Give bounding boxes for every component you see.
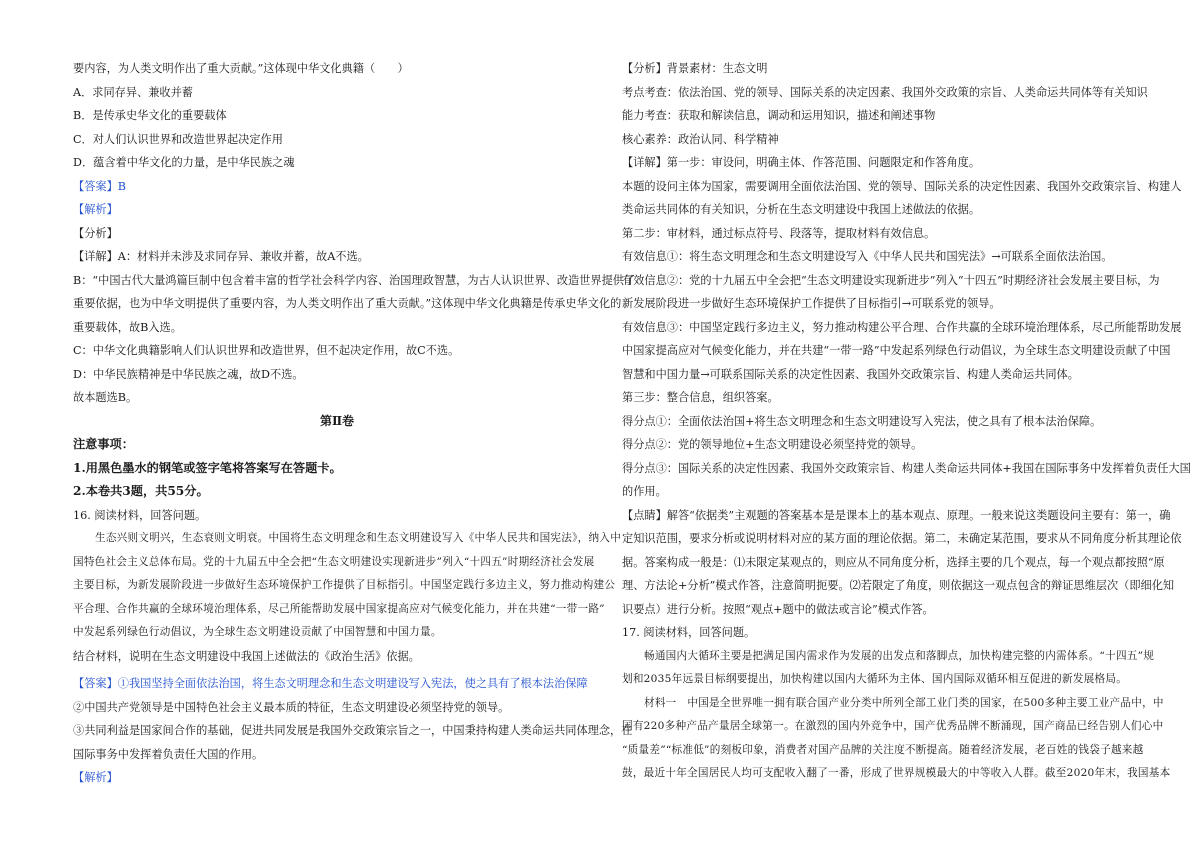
q17-material-line: 鼓，最近十年全国居民人均可支配收入翻了一番，形成了世界规模最大的中等收入人群。截至2020年末，我国基本 — [622, 767, 1171, 779]
q16-answer-line — [73, 672, 601, 696]
q17-material-line: 国有220多种产品产量居全球第一。在激烈的国内外竞争中，国产优秀品牌不断涌现，国产商品已经告别人们心中 — [622, 720, 1164, 732]
q16-stem: 16. 阅读材料，回答问题。 — [73, 508, 207, 522]
q15-stem-tail: 要内容，为人类文明作出了重大贡献。”这体现中华文化典籍（ ） — [73, 62, 409, 75]
detail-line: 有效信息③：中国坚定践行多边主义，努力推动构建公平合理、合作共赢的全球环境治理体系，尽己所能帮助发展 — [622, 320, 1182, 334]
detail-line: D：中华民族精神是中华民族之魂，故D不选。 — [73, 367, 304, 381]
q16-answer-line: ②中国共产党领导是中国特色社会主义最本质的特征，生态文明建设必须坚持党的领导。 — [73, 700, 510, 714]
detail-line: 【详解】第一步：审设问，明确主体、作答范围、问题限定和作答角度。 — [622, 156, 981, 169]
answer-text: 【答案】①我国坚持全面依法治国，将生态文明理念和生态文明建设写入宪法，使之具有了根本法治保障 — [73, 677, 588, 690]
q17-stem: 17. 阅读材料，回答问题。 — [622, 626, 756, 639]
q17-material-line: 畅通国内大循环主要是把满足国内需求作为发展的出发点和落脚点，加快构建完整的内需体系。“十四五”规 — [644, 649, 1155, 662]
detail-line: C：中华文化典籍影响人们认识世界和改造世界，但不起决定作用，故C不选。 — [73, 344, 460, 357]
option-b: B．是传承史华文化的重要载体 — [73, 109, 227, 122]
detail-line: 新发展阶段进一步做好生态环境保护工作提供了目标指引→可联系党的领导。 — [622, 297, 1001, 310]
notice-item: 1.用黑色墨水的钢笔或签字笔将答案写在答题卡。 — [73, 460, 342, 475]
option-d: D．蕴含着中华文化的力量，是中华民族之魂 — [73, 156, 295, 169]
analysis-line: 核心素养：政治认同、科学精神 — [622, 132, 779, 146]
notice-title: 注意事项： — [73, 437, 134, 451]
tip-line: 【点睛】解答“依据类”主观题的答案基本是是课本上的基本观点、原理。一般来说这类题设问主要有：第一，确 — [622, 508, 1171, 522]
option-c: C．对人们认识世界和改造世界起决定作用 — [73, 132, 283, 146]
detail-line: 本题的设问主体为国家，需要调用全面依法治国、党的领导、国际关系的决定性因素、我国外交政策宗旨、构建人 — [622, 179, 1182, 193]
detail-line: 智慧和中国力量→可联系国际关系的决定性因素、我国外交政策宗旨、构建人类命运共同体。 — [622, 367, 1079, 381]
detail-line: 中国家提高应对气候变化能力，并在共建“一带一路”中发起系列绿色行动倡议，为全球生态文明建设贡献了中国 — [622, 344, 1171, 357]
option-a: A．求同存异、兼收并蓄 — [73, 85, 193, 99]
detail-line: 故本题选B。 — [73, 391, 138, 404]
q16-material-line: 主要目标，为新发展阶段进一步做好生态环境保护工作提供了目标指引。中国坚定践行多边主义，努力推动构建公 — [73, 579, 616, 591]
detail-line: 重要依据，也为中华文明提供了重要内容，为人类文明作出了重大贡献。”这体现中华文化典籍是传承史华文化的 — [73, 297, 622, 310]
detail-line: 得分点③：国际关系的决定性因素、我国外交政策宗旨、构建人类命运共同体+我国在国际事务中发挥着负责任大国 — [622, 461, 1191, 475]
detail-line: 【详解】A：材料并未涉及求同存异、兼收并蓄，故A不选。 — [73, 250, 369, 263]
tip-line: 定知识范围，要求分析或说明材料对应的某方面的理论依据。第二，未确定某范围，要求从不同角度分析其理论依 — [622, 532, 1182, 545]
q16-material-line: 生态兴则文明兴，生态衰则文明衰。中国将生态文明理念和生态文明建设写入《中华人民共和国宪法》，纳入中 — [95, 532, 622, 544]
notice-item: 2.本卷共3题，共55分。 — [73, 484, 209, 498]
analysis-label: 【解析】 — [73, 771, 118, 784]
left-column — [73, 57, 636, 790]
section-title: 第Ⅱ卷 — [319, 413, 355, 428]
q16-material-line: 国特色社会主义总体布局。党的十九届五中全会把“生态文明建设实现新进步”列入“十四五”时期经济社会发展 — [73, 555, 595, 568]
q16-material-line: 中发起系列绿色行动倡议，为全球生态文明建设贡献了中国智慧和中国力量。 — [73, 626, 442, 638]
analysis-line: 考点考查：依法治国、党的领导、国际关系的决定因素、我国外交政策的宗旨、人类命运共同体等有关知识 — [622, 85, 1148, 99]
tip-line: 据。答案构成一般是：⑴未限定某观点的，则应从不同角度分析，选择主要的几个观点，每一个观点都按照“原 — [622, 555, 1165, 569]
detail-line: 有效信息①：将生态文明理念和生态文明建设写入《中华人民共和国宪法》→可联系全面依法治国。 — [622, 250, 1113, 263]
tip-line: 识要点）进行分析。按照“观点+题中的做法或言论”模式作答。 — [622, 602, 934, 616]
analysis-line: 能力考查：获取和解读信息，调动和运用知识，描述和阐述事物 — [622, 109, 936, 122]
detail-line: 第二步：审材料，通过标点符号、段落等，提取材料有效信息。 — [622, 226, 936, 240]
right-column — [622, 57, 1191, 786]
answer-label: 【答案】B — [73, 179, 126, 193]
detail-line: 得分点②：党的领导地位+生态文明建设必须坚持党的领导。 — [622, 438, 923, 451]
q17-material-line: 材料一 中国是全世界唯一拥有联合国产业分类中所列全部工业门类的国家，在500多种主要工业产品中，中 — [644, 696, 1164, 709]
analysis-line: 【分析】背景素材：生态文明 — [622, 62, 768, 75]
q16-answer-line: 国际事务中发挥着负责任大国的作用。 — [73, 747, 264, 761]
detail-line: 类命运共同体的有关知识，分析在生态文明建设中我国上述做法的依据。 — [622, 203, 981, 216]
fenxi-label: 【分析】 — [73, 226, 118, 240]
tip-line: 理、方法论+分析”模式作答，注意简明扼要。⑵若限定了角度，则依据这一观点包含的辩证思维层次（即细化知 — [622, 579, 1175, 592]
detail-line: 得分点①：全面依法治国+将生态文明理念和生态文明建设写入宪法，使之具有了根本法治保障。 — [622, 414, 1102, 428]
q16-material-line: 平合理、合作共赢的全球环境治理体系，尽己所能帮助发展中国家提高应对气候变化能力，并在共建“一带一路” — [73, 602, 605, 615]
q17-material-line: “质量差”“标准低”的刻板印象，消费者对国产品牌的关注度不断提高。随着经济发展，老百姓的钱袋子越来越 — [622, 743, 1144, 756]
q16-question: 结合材料，说明在生态文明建设中我国上述做法的《政治生活》依据。 — [73, 649, 420, 663]
detail-line: 第三步：整合信息，组织答案。 — [622, 391, 779, 404]
detail-line: B：“中国古代大量鸿篇巨制中包含着丰富的哲学社会科学内容、治国理政智慧，为古人认识世界、改造世界提供了 — [73, 273, 636, 287]
detail-line: 有效信息②：党的十九届五中全会把“生态文明建设实现新进步”列入“十四五”时期经济社会发展主要目标，为 — [622, 273, 1160, 287]
analysis-label: 【解析】 — [73, 203, 118, 216]
detail-line: 的作用。 — [622, 485, 667, 498]
q17-material-line: 划和2035年远景目标纲要提出，加快构建以国内大循环为主体、国内国际双循环相互促进的新发展格局。 — [622, 673, 1128, 685]
q16-answer-line: ③共同利益是国家间合作的基础，促进共同发展是我国外交政策宗旨之一，中国秉持构建人类命运共同体理念，在 — [73, 724, 633, 737]
detail-line: 重要载体，故B入选。 — [73, 320, 182, 334]
